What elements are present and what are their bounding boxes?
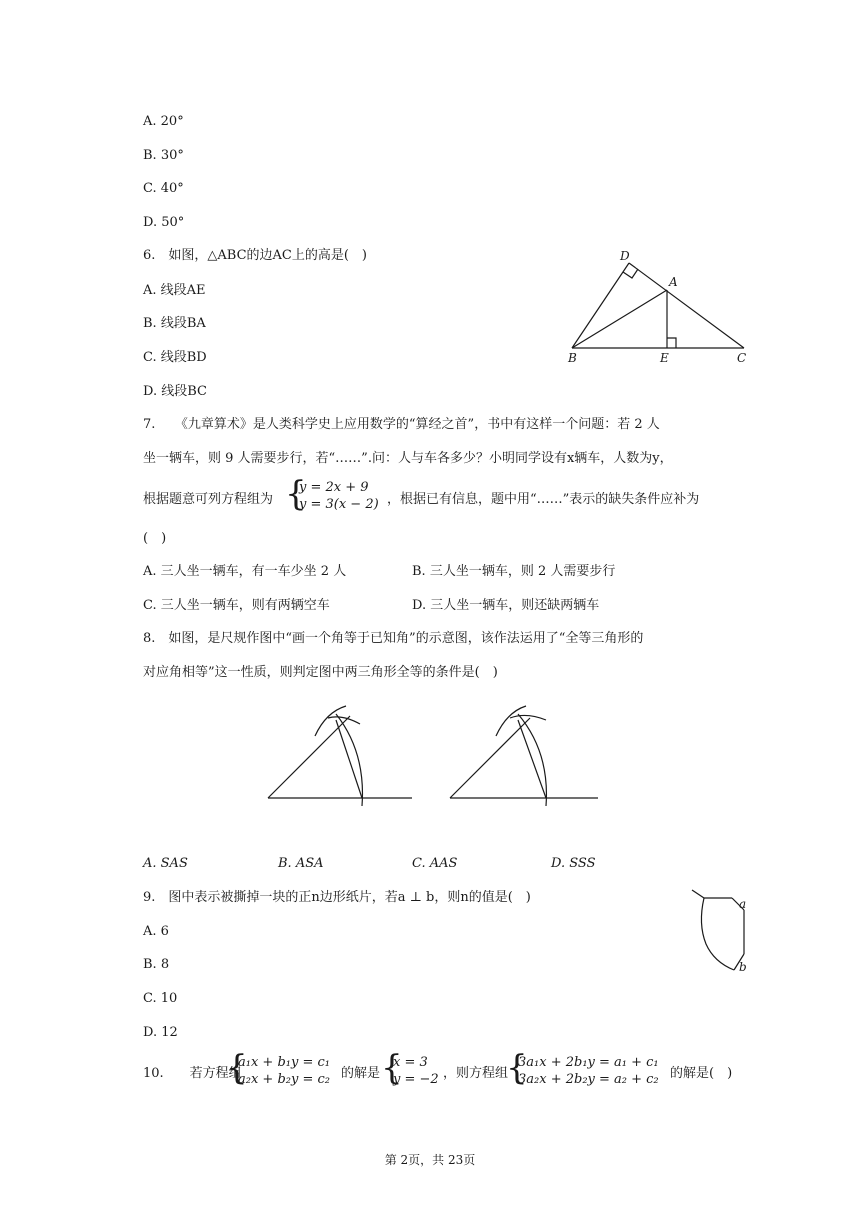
q10-brace-2: { — [381, 1048, 403, 1088]
right-angle-d — [623, 269, 638, 278]
q9-torn-polygon-figure — [684, 884, 756, 980]
q6-triangle-figure — [562, 245, 762, 370]
q6-option-d: D. 线段BC — [143, 384, 207, 399]
q10-sol-eq2: y = −2 — [393, 1072, 439, 1087]
q10-mid1: 的解是 — [341, 1066, 381, 1081]
q7-line4: ( ) — [143, 531, 167, 546]
q8-construction-figure — [260, 690, 610, 815]
q10-solution — [393, 1054, 439, 1088]
right-angle-e — [667, 338, 676, 348]
q6-option-a: A. 线段AE — [143, 283, 206, 298]
left-side-ray — [268, 716, 350, 798]
q9-stem: 9. 图中表示被撕掉一块的正n边形纸片，若a ⊥ b，则n的值是( ) — [143, 890, 531, 905]
q6-option-b: B. 线段BA — [143, 316, 206, 331]
q10-sol-eq1: x = 3 — [393, 1055, 428, 1070]
q8-option-d: D. SSS — [551, 856, 596, 871]
q10-sys1-eq1: a₁x + b₁y = c₁ — [238, 1055, 330, 1070]
q5-option-a: A. 20° — [143, 114, 184, 129]
q10-sys2-eq2: 3a₂x + 2b₂y = a₂ + c₂ — [518, 1072, 659, 1087]
q9-option-c: C. 10 — [143, 991, 178, 1006]
q10-pre: 10. 若方程组 — [143, 1066, 242, 1081]
q7-brace: { — [285, 474, 307, 514]
q10-brace-3: { — [506, 1048, 528, 1088]
q7-line2: 坐一辆车，则 9 人需要步行，若“……”.问：人与车各多少？小明同学设有x辆车，人数为y， — [143, 451, 673, 466]
q5-option-b: B. 30° — [143, 148, 184, 163]
q10-mid2: ，则方程组 — [443, 1066, 509, 1081]
q7-line1: 7. 《九章算术》是人类科学史上应用数学的“算经之首”，书中有这样一个问题：若 2 人 — [143, 417, 660, 432]
q10-brace-1: { — [226, 1048, 248, 1088]
q9-option-d: D. 12 — [143, 1025, 178, 1040]
q10-post: 的解是( ) — [670, 1066, 733, 1081]
q6-stem: 6. 如图，△ABC的边AC上的高是( ) — [143, 248, 368, 263]
q10-sys1-eq2: a₂x + b₂y = c₂ — [238, 1072, 330, 1087]
q5-option-c: C. 40° — [143, 181, 184, 196]
q9-option-b: B. 8 — [143, 957, 170, 972]
label-b: b — [739, 960, 747, 974]
edge-top-left — [692, 890, 704, 898]
q7-option-d: D. 三人坐一辆车，则还缺两辆车 — [412, 598, 600, 613]
label-b: B — [568, 351, 577, 365]
segment-ba — [572, 290, 667, 348]
q10-sys2-eq1: 3a₁x + 2b₁y = a₁ + c₁ — [518, 1055, 659, 1070]
label-a: a — [739, 897, 747, 911]
right-side-ray — [450, 718, 530, 798]
label-c: C — [737, 351, 747, 365]
left-arc-cross — [328, 717, 360, 724]
segment-bd — [572, 263, 629, 348]
q8-option-a: A. SAS — [143, 856, 188, 871]
q7-line3-post: ，根据已有信息，题中用“……”表示的缺失条件应补为 — [387, 492, 700, 507]
q7-option-a: A. 三人坐一辆车，有一车少坐 2 人 — [143, 564, 347, 579]
label-e: E — [660, 351, 669, 365]
q7-option-c: C. 三人坐一辆车，则有两辆空车 — [143, 598, 330, 613]
q7-eq2: y = 3(x − 2) — [299, 497, 379, 512]
q10-system-2 — [518, 1054, 659, 1088]
q8-option-b: B. ASA — [278, 856, 324, 871]
q6-option-c: C. 线段BD — [143, 350, 207, 365]
q9-option-a: A. 6 — [143, 924, 169, 939]
q5-option-d: D. 50° — [143, 215, 185, 230]
q8-option-c: C. AAS — [412, 856, 458, 871]
q8-line2: 对应角相等”这一性质，则判定图中两三角形全等的条件是( ) — [143, 665, 498, 680]
torn-edge — [701, 898, 734, 970]
q7-system — [299, 479, 379, 513]
page-footer: 第 2页，共 23页 — [384, 1153, 476, 1167]
q7-option-b: B. 三人坐一辆车，则 2 人需要步行 — [412, 564, 616, 579]
q7-line3-pre: 根据题意可列方程组为 — [143, 492, 274, 507]
q10-system-1 — [238, 1054, 330, 1088]
label-d: D — [620, 249, 630, 263]
q8-line1: 8. 如图，是尺规作图中“画一个角等于已知角”的示意图，该作法运用了“全等三角形的 — [143, 631, 644, 646]
segment-dc — [629, 263, 744, 348]
label-a: A — [669, 275, 678, 289]
q7-eq1: y = 2x + 9 — [299, 480, 369, 495]
